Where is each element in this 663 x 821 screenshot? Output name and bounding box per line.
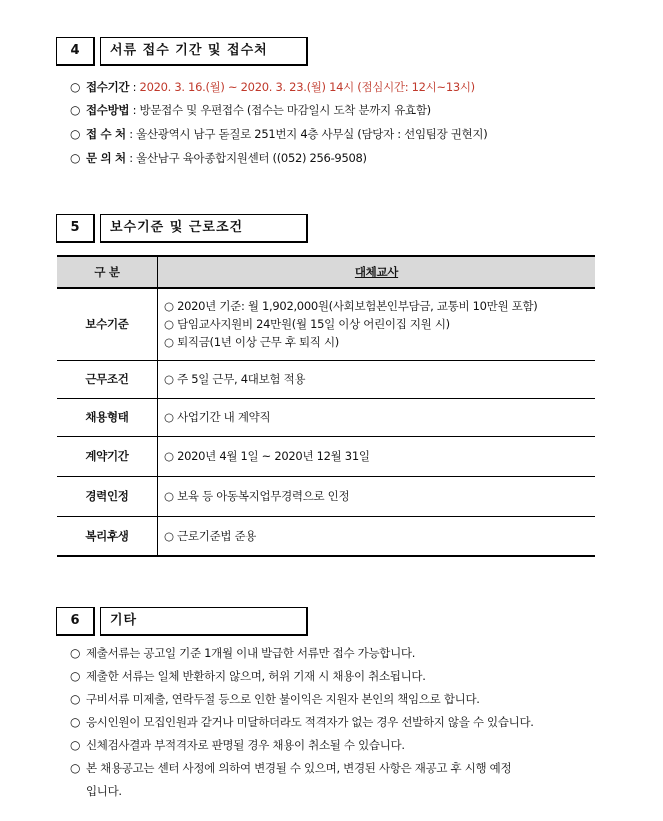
bullet-icon: ○ — [70, 761, 81, 775]
row-label: 경력인정 — [57, 476, 158, 516]
bullet-icon: ○ — [70, 715, 81, 729]
info-value: 방문접수 및 우편접수 (접수는 마감일시 도착 분까지 유효함) — [139, 103, 431, 117]
section-6-title: 기타 — [100, 607, 308, 636]
row-text: ○ 보육 등 아동복지업무경력으로 인정 — [164, 489, 350, 503]
info-value: 2020. 3. 16.(월) ~ 2020. 3. 23.(월) 14시 (점심시간: 12시~13시) — [139, 80, 475, 94]
row-content — [158, 288, 596, 360]
notice-text: 응시인원이 모집인원과 같거나 미달하더라도 적격자가 없는 경우 선발하지 않을 수 있습니다. — [86, 715, 534, 729]
table-header-category: 구 분 — [57, 256, 158, 288]
row-text: ○ 2020년 4월 1일 ~ 2020년 12월 31일 — [164, 449, 370, 463]
table-header-position: 대체교사 — [158, 256, 596, 288]
table-row — [57, 288, 595, 360]
row-text: ○ 근로기준법 준용 — [164, 528, 257, 543]
notice-text: 신체검사결과 부적격자로 판명될 경우 채용이 취소될 수 있습니다. — [86, 738, 405, 752]
row-text: ○ 퇴직금(1년 이상 근무 후 퇴직 시) — [164, 335, 339, 350]
bullet-icon: ○ — [70, 692, 81, 706]
row-content — [158, 398, 596, 436]
notice-line — [70, 737, 405, 753]
row-label: 복리후생 — [57, 516, 158, 556]
info-line-contact: ○ 문 의 처 : 울산남구 육아종합지원센터 ((052) 256-9508) — [70, 151, 367, 165]
notice-line — [70, 760, 511, 776]
info-value: 울산남구 육아종합지원센터 ((052) 256-9508) — [136, 151, 367, 165]
bullet-icon: ○ — [70, 127, 81, 141]
info-label: 접수기간 — [86, 80, 130, 94]
info-label: 문 의 처 — [86, 151, 126, 165]
notice-line — [70, 645, 415, 661]
row-content — [158, 436, 596, 476]
row-label: 근무조건 — [57, 360, 158, 398]
table-header-row — [57, 256, 595, 288]
bullet-icon: ○ — [70, 80, 81, 94]
section-5-number: 5 — [56, 214, 95, 243]
table-row — [57, 516, 595, 556]
notice-text: 구비서류 미제출, 연락두절 등으로 인한 불이익은 지원자 본인의 책임으로 합니다. — [86, 692, 480, 706]
info-label: 접 수 처 — [86, 127, 126, 141]
notice-line — [70, 691, 480, 707]
table-row — [57, 398, 595, 436]
table-row — [57, 360, 595, 398]
row-content — [158, 516, 596, 556]
notice-text: 입니다. — [86, 784, 122, 798]
info-label: 접수방법 — [86, 103, 130, 117]
bullet-icon: ○ — [70, 151, 81, 165]
row-label: 보수기준 — [57, 288, 158, 360]
section-6-number: 6 — [56, 607, 95, 636]
row-content — [158, 360, 596, 398]
bullet-icon: ○ — [70, 646, 81, 660]
row-text: ○ 사업기간 내 계약직 — [164, 410, 271, 424]
row-text: ○ 주 5일 근무, 4대보험 적용 — [164, 372, 306, 386]
bullet-icon: ○ — [70, 738, 81, 752]
section-4-title: 서류 접수 기간 및 접수처 — [100, 37, 308, 66]
notice-text: 본 채용공고는 센터 사정에 의하여 변경될 수 있으며, 변경된 사항은 재공고 후 시행 예정 — [86, 761, 512, 775]
notice-line — [70, 714, 534, 730]
section-4-number: 4 — [56, 37, 95, 66]
info-value: 울산광역시 남구 돋질로 251번지 4층 사무실 (담당자 : 선임팀장 권현지) — [136, 127, 488, 141]
info-line-period: ○ 접수기간 : 2020. 3. 16.(월) ~ 2020. 3. 23.(월) 14시 (점심시간: 12시~13시) — [70, 80, 475, 94]
row-label: 채용형태 — [57, 398, 158, 436]
notice-line — [70, 668, 426, 684]
bullet-icon: ○ — [70, 669, 81, 683]
row-text: ○ 담임교사지원비 24만원(월 15일 이상 어린이집 지원 시) — [164, 317, 450, 332]
notice-text: 제출서류는 공고일 기준 1개월 이내 발급한 서류만 접수 가능합니다. — [86, 646, 416, 660]
table-row — [57, 476, 595, 516]
notice-text: 제출한 서류는 일체 반환하지 않으며, 허위 기재 시 채용이 취소됩니다. — [86, 669, 426, 683]
row-label: 계약기간 — [57, 436, 158, 476]
table-row — [57, 436, 595, 476]
row-text: ○ 2020년 기준: 월 1,902,000원(사회보험본인부담금, 교통비 10만원 포함) — [164, 299, 538, 314]
bullet-icon: ○ — [70, 103, 81, 117]
section-5-title: 보수기준 및 근로조건 — [100, 214, 308, 243]
info-line-method: ○ 접수방법 : 방문접수 및 우편접수 (접수는 마감일시 도착 분까지 유효함) — [70, 103, 431, 117]
info-line-place: ○ 접 수 처 : 울산광역시 남구 돋질로 251번지 4층 사무실 (담당자 : 선임팀장 권현지) — [70, 127, 488, 141]
notice-line-continuation — [86, 783, 122, 799]
row-content — [158, 476, 596, 516]
conditions-table — [57, 255, 595, 557]
